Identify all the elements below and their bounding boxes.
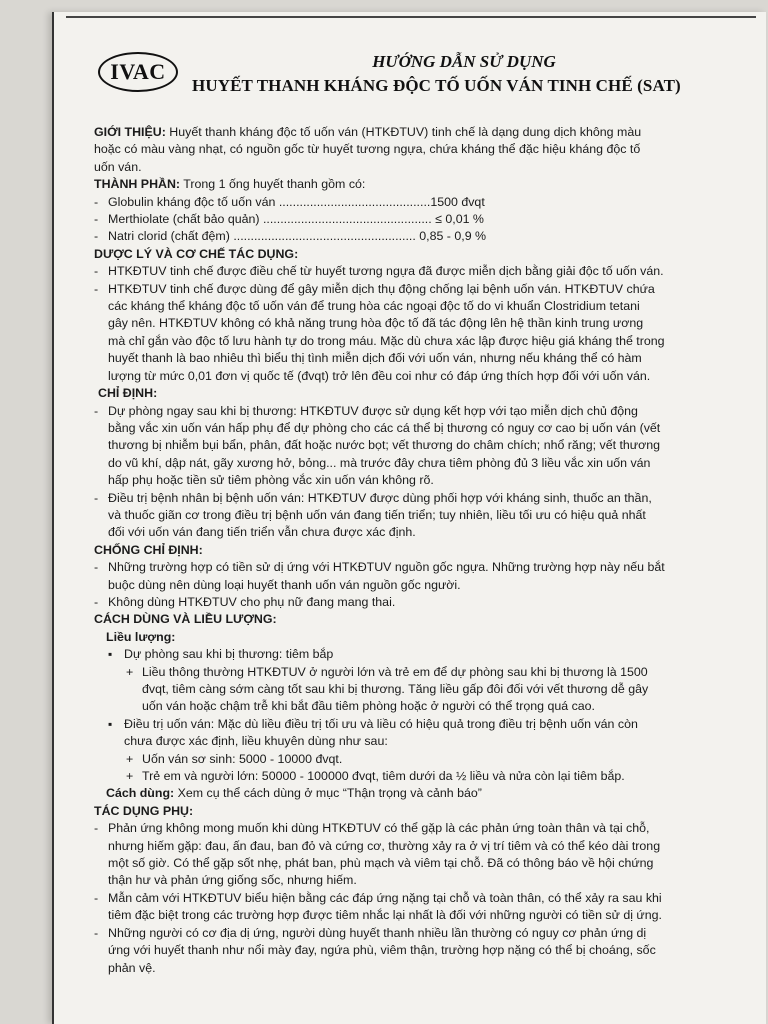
side-effects-heading: TÁC DỤNG PHỤ:: [94, 803, 194, 818]
side-effect-item: [94, 820, 696, 890]
composition-text: Trong 1 ống huyết thanh gồm có:: [183, 177, 366, 192]
text-line: gây nên. HTKĐTUV không có khả năng trung hòa độc tố đã tác động lên hệ thần kinh trung ương: [108, 316, 644, 331]
ivac-logo: IVAC: [98, 52, 178, 92]
paper-top-edge: [66, 16, 756, 18]
intro-line: [94, 124, 696, 141]
document-body: [94, 124, 696, 977]
text-line: ▪ Điều trị uốn ván: Mặc dù liều điều trị tối ưu và liều có hiệu quả trong điều trị bệnh uốn ván còn: [124, 716, 638, 731]
text-line: - Mẫn cảm với HTKĐTUV biểu hiện bằng các đáp ứng nặng tại chỗ và toàn thân, có thể xảy ra sau khi: [108, 890, 662, 905]
document-title-line1: HƯỚNG DẪN SỬ DỤNG: [372, 52, 556, 71]
pharmacology-item: [94, 263, 696, 280]
text-line: + Liều thông thường HTKĐTUV ở người lớn và trẻ em để dự phòng sau khi bị thương là 1500: [142, 664, 648, 679]
dosage-bullet: [94, 646, 696, 663]
text-line: - Những người có cơ địa dị ứng, người dùng huyết thanh nhiều lần thường có nguy cơ phản ứng dị: [108, 925, 647, 940]
text-line: + Uốn ván sơ sinh: 5000 - 10000 đvqt.: [142, 751, 343, 766]
side-effect-item: [94, 925, 696, 977]
dosage-subitem: [94, 664, 696, 716]
dosage-heading: Liều lượng:: [106, 629, 176, 644]
text-line: - Dự phòng ngay sau khi bị thương: HTKĐTUV được sử dụng kết hợp với tạo miễn dịch chủ động: [108, 403, 638, 418]
intro-text-line: uốn ván.: [94, 159, 142, 174]
text-line: ▪ Dự phòng sau khi bị thương: tiêm bắp: [124, 647, 334, 662]
composition-item-leader: .....................................................: [233, 229, 416, 244]
dosage-subitem: [94, 751, 696, 768]
pharmacology-item: [94, 281, 696, 385]
dosage-subitem: [94, 768, 696, 785]
composition-item-name: - Natri clorid (chất đệm): [108, 229, 230, 244]
composition-item-leader: ............................................: [278, 194, 431, 209]
intro-text-line: hoặc có màu vàng nhạt, có nguồn gốc từ huyết tương ngựa, chứa kháng thể đặc hiệu kháng độc tố: [94, 142, 641, 157]
text-line: hấp phụ hoặc tiền sử tiêm phòng vắc xin uốn ván không rõ.: [108, 473, 434, 488]
composition-item: [94, 194, 696, 211]
usage-method-line: [94, 785, 696, 802]
text-line: - Điều trị bệnh nhân bị bệnh uốn ván: HTKĐTUV được dùng phối hợp với kháng sinh, thuốc an thần,: [108, 490, 652, 505]
usage-method-label: Cách dùng:: [106, 786, 175, 801]
text-line: + Trẻ em và người lớn: 50000 - 100000 đvqt, tiêm dưới da ½ liều và nửa còn lại tiêm bắp.: [142, 769, 625, 784]
indications-heading: CHỈ ĐỊNH:: [98, 386, 158, 401]
composition-item: [94, 228, 696, 245]
text-line: do vũ khí, dập nát, gãy xương hở, bỏng... mà trước đây chưa tiêm phòng đủ 3 liều vắc xin uốn ván: [108, 455, 651, 470]
indication-item: [94, 403, 696, 490]
pharmacology-heading: DƯỢC LÝ VÀ CƠ CHẾ TÁC DỤNG:: [94, 246, 299, 261]
text-line: - Không dùng HTKĐTUV cho phụ nữ đang mang thai.: [108, 594, 396, 609]
text-line: huyết thanh là bao nhiêu thì biểu thị tình miễn dịch đối với uốn ván, nhưng nếu kháng thể có hàm: [108, 351, 642, 366]
composition-heading: THÀNH PHẦN:: [94, 177, 181, 192]
indication-item: [94, 490, 696, 542]
text-line: - HTKĐTUV tinh chế được điều chế từ huyết tương ngựa đã được miễn dịch bằng giải độc tố uốn ván.: [108, 264, 664, 279]
composition-item: [94, 211, 696, 228]
composition-item-name: - Merthiolate (chất bảo quản): [108, 212, 260, 227]
text-line: đối với uốn ván đang tiến triển vẫn chưa được xác định.: [108, 525, 416, 540]
usage-heading: CÁCH DÙNG VÀ LIỀU LƯỢNG:: [94, 612, 277, 627]
composition-item-value: 1500 đvqt: [430, 194, 485, 209]
text-line: lượng từ mức 0,01 đơn vị quốc tế (đvqt) trở lên đều coi như có đáp ứng thích hợp đối với uốn ván.: [108, 368, 651, 383]
text-line: chưa được xác định, liều khuyên dùng như sau:: [124, 734, 388, 749]
contraindication-item: [94, 559, 696, 594]
text-line: - Những trường hợp có tiền sử dị ứng với HTKĐTUV nguồn gốc ngựa. Những trường hợp này nếu bắt: [108, 560, 665, 575]
text-line: nhưng hiếm gặp: đau, ấn đau, ban đỏ và cứng cơ, thường xảy ra ở vị trí tiêm và có thể kéo dài trong: [108, 838, 661, 853]
text-line: các kháng thể kháng độc tố uốn ván để trung hòa các ngoại độc tố do vi khuẩn Clostridium tetani: [108, 299, 640, 314]
text-line: tiêm đặc biệt trong các trường hợp được tiêm nhắc lại nhất là đối với những người có tiền sử dị ứng.: [108, 908, 662, 923]
intro-text: Huyết thanh kháng độc tố uốn ván (HTKĐTUV) tinh chế là dạng dung dịch không màu: [169, 125, 642, 139]
text-line: - HTKĐTUV tinh chế được dùng để gây miễn dịch thụ động chống lại bệnh uốn ván. HTKĐTUV chứa: [108, 281, 655, 296]
composition-item-value: ≤ 0,01 %: [435, 212, 484, 227]
text-line: một số giờ. Có thể gặp sốt nhẹ, phát ban, phù mạch và viêm tại chỗ. Đã có thông báo về hội chứng: [108, 856, 654, 871]
dosage-bullet: [94, 716, 696, 751]
composition-item-leader: .................................................: [262, 212, 432, 227]
document-header: [96, 46, 736, 108]
text-line: buộc dùng nên dùng loại huyết thanh uốn ván nguồn gốc người.: [108, 577, 461, 592]
text-line: ứng với huyết thanh như nổi mày đay, ngứa phù, viêm thận, trường hợp nặng có thể bị choáng, sốc: [108, 943, 656, 958]
contraindication-item: [94, 594, 696, 611]
text-line: phản vệ.: [108, 960, 156, 975]
document-title-line2: HUYẾT THANH KHÁNG ĐỘC TỐ UỐN VÁN TINH CHẾ (SAT): [192, 76, 681, 95]
text-line: thương bị nhiễm bụi bẩn, phân, đất hoặc nước bọt; vết thương do châm chích; nhổ răng; vết thương: [108, 438, 661, 453]
side-effect-item: [94, 890, 696, 925]
composition-item-value: 0,85 - 0,9 %: [419, 229, 487, 244]
usage-method-text: Xem cụ thể cách dùng ở mục “Thận trọng và cảnh báo”: [177, 786, 482, 801]
text-line: và thuốc giãn cơ trong điều trị bệnh uốn ván đang tiến triển; tuy nhiên, liều tối ưu có hiệu quả nhất: [108, 507, 646, 522]
text-line: mà chỉ gắn vào độc tố lưu hành tự do trong máu. Mặc dù chưa xác lập được hiệu giá kháng thể trong: [108, 333, 665, 348]
text-line: - Phản ứng không mong muốn khi dùng HTKĐTUV có thể gặp là các phản ứng toàn thân và tại chỗ,: [108, 821, 650, 836]
text-line: bằng vắc xin uốn ván hấp phụ để dự phòng cho các cá thể bị thương có nguy cơ cao bị uốn ván (vết: [108, 420, 661, 435]
text-line: uốn ván hoặc chậm trễ khi bắt đầu tiêm phòng hoặc ở người có thể trọng quá cao.: [142, 699, 595, 714]
text-line: thận hư và phản ứng giống sốc, nhưng hiếm.: [108, 873, 357, 888]
composition-item-name: - Globulin kháng độc tố uốn ván: [108, 194, 276, 209]
composition-line: [94, 176, 696, 193]
contraindications-heading: CHỐNG CHỈ ĐỊNH:: [94, 542, 203, 557]
intro-heading: GIỚI THIỆU:: [94, 125, 166, 139]
text-line: đvqt, tiêm càng sớm càng tốt sau khi bị thương. Tăng liều gấp đôi đối với vết thương dễ gây: [142, 682, 649, 696]
